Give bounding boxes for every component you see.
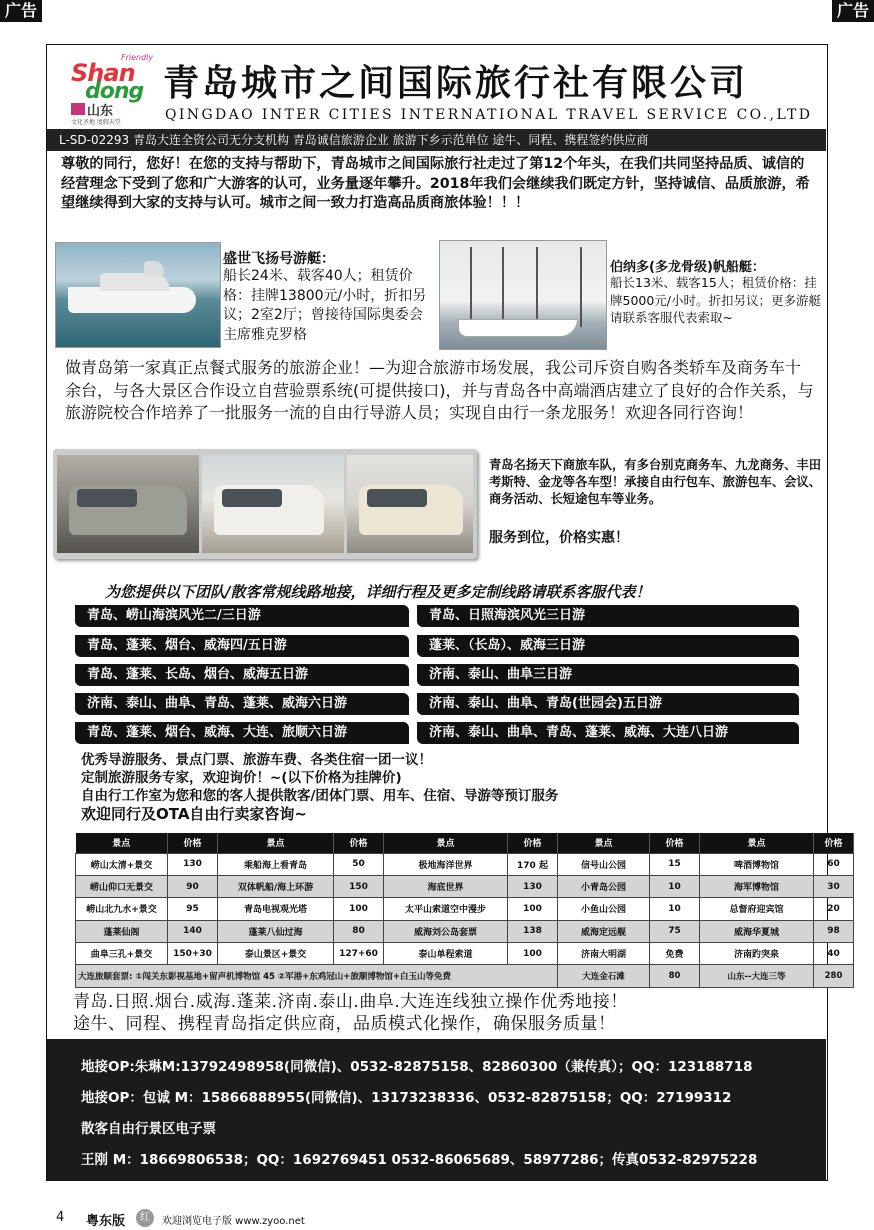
table-cell: 15 [650,853,700,875]
ops-block [73,991,813,1035]
contact-line: 王刚 M：18669806538；QQ：1692769451 0532-86065689、58977286；传真0532-82975228 [81,1152,758,1168]
table-cell: 10 [650,875,700,897]
yacht-description: 船长24米、载客40人；租赁价格：挂牌13800元/小时，折扣另议；2室2厅；曾接待国际奥委会主席雅克罗格 [223,268,427,343]
table-cell: 50 [334,853,384,875]
red-badge-icon: 红 [136,1209,154,1227]
route-item: 青岛、蓬莱、长岛、烟台、威海五日游 [75,664,409,686]
table-cell: 40 [814,943,854,965]
yacht-title: 盛世飞扬号游艇： [223,251,335,267]
sailboat-hull [458,319,578,337]
table-cell: 100 [334,898,384,920]
column-header: 景点 [700,833,814,853]
table-cell: 济南大明湖 [558,943,650,965]
fleet-description: 青岛名扬天下商旅车队，有多台别克商务车、九龙商务、丰田考斯特、金龙等各车型！承接自由行包车、旅游包车、会议、商务活动、长短途包车等业务。 [489,458,822,506]
table-row [76,853,854,875]
table-cell: 127+60 [334,943,384,965]
sailboat-mast [580,247,582,327]
services-block [81,751,821,823]
yacht-photo [55,242,221,348]
table-cell: 150+30 [168,943,218,965]
table-cell: 信号山公园 [558,853,650,875]
table-cell: 免费 [650,943,700,965]
ad-tag-right: 广告 [832,0,874,22]
toyota-van-photo [202,455,344,553]
table-cell: 大连金石滩 [558,965,650,987]
ops-line: 途牛、同程、携程青岛指定供应商，品质模式化操作，确保服务质量！ [73,1014,616,1034]
table-cell: 总督府迎宾馆 [700,898,814,920]
table-cell: 济南趵突泉 [700,943,814,965]
column-header: 景点 [218,833,334,853]
ticket-price-table [75,833,854,988]
table-cell: 170 起 [508,853,558,875]
table-cell: 极地海洋世界 [384,853,508,875]
advertisement-frame [46,44,843,1181]
table-cell: 20 [814,898,854,920]
table-cell: 泰山景区+景交 [218,943,334,965]
sailboat-photo [439,240,607,350]
table-row [76,920,854,942]
table-row [76,875,854,897]
route-item: 济南、泰山、曲阜、青岛、蓬莱、威海、大连八日游 [417,722,799,744]
page-number: 4 [56,1210,65,1225]
table-cell: 蓬莱八仙过海 [218,920,334,942]
services-line: 欢迎同行及OTA自由行卖家咨询~ [81,805,307,823]
services-line: 自由行工作室为您和您的客人提供散客/团体门票、用车、住宿、导游等预订服务 [81,788,559,804]
table-row-combo [76,965,854,987]
table-cell: 30 [814,875,854,897]
sailboat-mast [502,247,504,327]
table-row [76,943,854,965]
logo-seal-icon [71,103,85,115]
company-name-en: QINGDAO INTER CITIES INTERNATIONAL TRAVEL SERVICE CO.,LTD [165,107,813,123]
column-header: 价格 [650,833,700,853]
table-cell: 崂山仰口无景交 [76,875,168,897]
combo-ticket-cell: 大连旅顺套票: ①闯关东影视基地+留声机博物馆 45 ②军港+东鸡冠山+旅顺博物馆+白玉山等免费 [76,965,558,987]
route-item: 济南、泰山、曲阜三日游 [417,664,799,686]
table-cell: 双体帆船/海上环游 [218,875,334,897]
table-cell: 海底世界 [384,875,508,897]
sailboat-mast [470,247,472,327]
van-window [222,489,282,507]
fleet-slogan: 服务到位，价格实惠！ [489,530,629,546]
contact-line: 散客自由行景区电子票 [81,1121,216,1137]
route-item: 济南、泰山、曲阜、青岛、蓬莱、威海六日游 [75,693,409,715]
buick-van-photo [57,455,199,553]
table-cell: 太平山索道空中漫步 [384,898,508,920]
route-item: 青岛、崂山海滨风光二/三日游 [75,605,409,627]
column-header: 景点 [558,833,650,853]
edition-label: 粤东版 [86,1214,126,1229]
ops-line: 青岛.日照.烟台.威海.蓬莱.济南.泰山.曲阜.大连连线独立操作优秀地接！ [73,992,628,1012]
company-name-cn: 青岛城市之间国际旅行社有限公司 [163,63,749,104]
contact-line: 地接OP:朱琳M:13792498958(同微信)、0532-82875158、82860300（兼传真）；QQ：123188718 [81,1059,753,1075]
table-cell: 海军博物馆 [700,875,814,897]
intro-paragraph: 尊敬的同行，您好！在您的支持与帮助下，青岛城市之间国际旅行社走过了第12个年头，在我们共同坚持品质、诚信的经营理念下受到了您和广大游客的认可，业务量逐年攀升。2018年我们会继续我们既定方针，坚持诚信、品质旅游，希望继续得到大家的支持与认可。城市之间一致力打造高品质商旅体验！！！ [61,156,810,211]
column-header: 价格 [508,833,558,853]
table-cell: 10 [650,898,700,920]
table-cell: 小青岛公园 [558,875,650,897]
table-cell: 威海华夏城 [700,920,814,942]
table-cell: 130 [508,875,558,897]
logo-slogan: 文化圣地 度假天堂 [71,119,121,126]
table-cell: 75 [650,920,700,942]
shandong-logo [71,53,154,126]
logo-shan: Shan [71,59,135,87]
table-cell: 威海定远舰 [558,920,650,942]
table-cell: 150 [334,875,384,897]
table-cell: 80 [650,965,700,987]
column-header: 价格 [814,833,854,853]
website-link[interactable]: 欢迎浏览电子版 www.zyoo.net [162,1216,305,1227]
table-cell: 60 [814,853,854,875]
table-cell: 青岛电视观光塔 [218,898,334,920]
table-cell: 80 [334,920,384,942]
credentials-bar: L-SD-02293 青岛大连全资公司无分支机构 青岛诚信旅游企业 旅游下乡示范单位 途牛、同程、携程签约供应商 [47,129,826,151]
table-cell: 泰山单程索道 [384,943,508,965]
table-cell: 95 [168,898,218,920]
table-cell: 山东--大连三等 [700,965,814,987]
table-row [76,898,854,920]
yacht-flybridge [144,261,164,275]
ad-tag-left: 广告 [0,0,42,22]
sailboat-title: 伯纳多(多龙骨级)帆船艇： [610,260,765,275]
fleet-photo-strip [53,449,477,559]
route-item: 青岛、蓬莱、烟台、威海、大连、旅顺六日游 [75,722,409,744]
logo-dong: dong [85,79,144,104]
column-header: 价格 [334,833,384,853]
table-cell: 98 [814,920,854,942]
logo-shandong: 山东 [87,104,114,119]
column-header: 景点 [76,833,168,853]
table-cell: 100 [508,898,558,920]
van-window [367,489,427,507]
table-cell: 100 [508,943,558,965]
table-cell: 280 [814,965,854,987]
table-cell: 啤酒博物馆 [700,853,814,875]
table-cell: 140 [168,920,218,942]
table-cell: 崂山太清+景交 [76,853,168,875]
contacts-panel [47,1039,826,1181]
table-cell: 138 [508,920,558,942]
table-cell: 蓬莱仙阁 [76,920,168,942]
route-item: 青岛、日照海滨风光三日游 [417,605,799,627]
services-line: 定制旅游服务专家，欢迎询价！~(以下价格为挂牌价) [81,770,402,786]
table-cell: 乘船海上看青岛 [218,853,334,875]
sailboat-description: 船长13米、载客15人；租赁价格：挂牌5000元/小时。折扣另议；更多游艇请联系客服代表索取~ [610,275,822,325]
table-cell: 曲阜三孔+景交 [76,943,168,965]
sailboat-mast [536,247,538,327]
table-header-row [76,833,854,853]
table-cell: 威海刘公岛套票 [384,920,508,942]
about-paragraph: 做青岛第一家真正点餐式服务的旅游企业！—为迎合旅游市场发展，我公司斥资自购各类轿车及商务车十余台，与各大景区合作设立自营验票系统(可提供接口)，并与青岛各中高端酒店建立了良好的合作关系，与旅游院校合作培养了一批服务一流的自由行导游人员；实现自由行一条龙服务！欢迎各同行咨询！ [65,358,814,422]
table-cell: 90 [168,875,218,897]
column-header: 景点 [384,833,508,853]
logo-friendly: Friendly [121,53,154,62]
route-item: 蓬莱、（长岛）、威海三日游 [417,635,799,657]
yacht-cabin [100,273,170,291]
column-header: 价格 [168,833,218,853]
routes-title: 为您提供以下团队/散客常规线路地接，详细行程及更多定制线路请联系客服代表！ [105,583,651,601]
table-cell: 小鱼山公园 [558,898,650,920]
route-item: 济南、泰山、曲阜、青岛(世园会)五日游 [417,693,799,715]
table-cell: 崂山北九水+景交 [76,898,168,920]
route-item: 青岛、蓬莱、烟台、威海四/五日游 [75,635,409,657]
coaster-bus-photo [347,455,473,553]
header [67,49,813,126]
contact-line: 地接OP：包诚 M：15866888955(同微信)、13173238336、0532-82875158；QQ：27199312 [81,1090,732,1106]
services-line: 优秀导游服务、景点门票、旅游车费、各类住宿一团一议！ [81,752,432,768]
table-cell: 130 [168,853,218,875]
van-window [77,489,137,507]
